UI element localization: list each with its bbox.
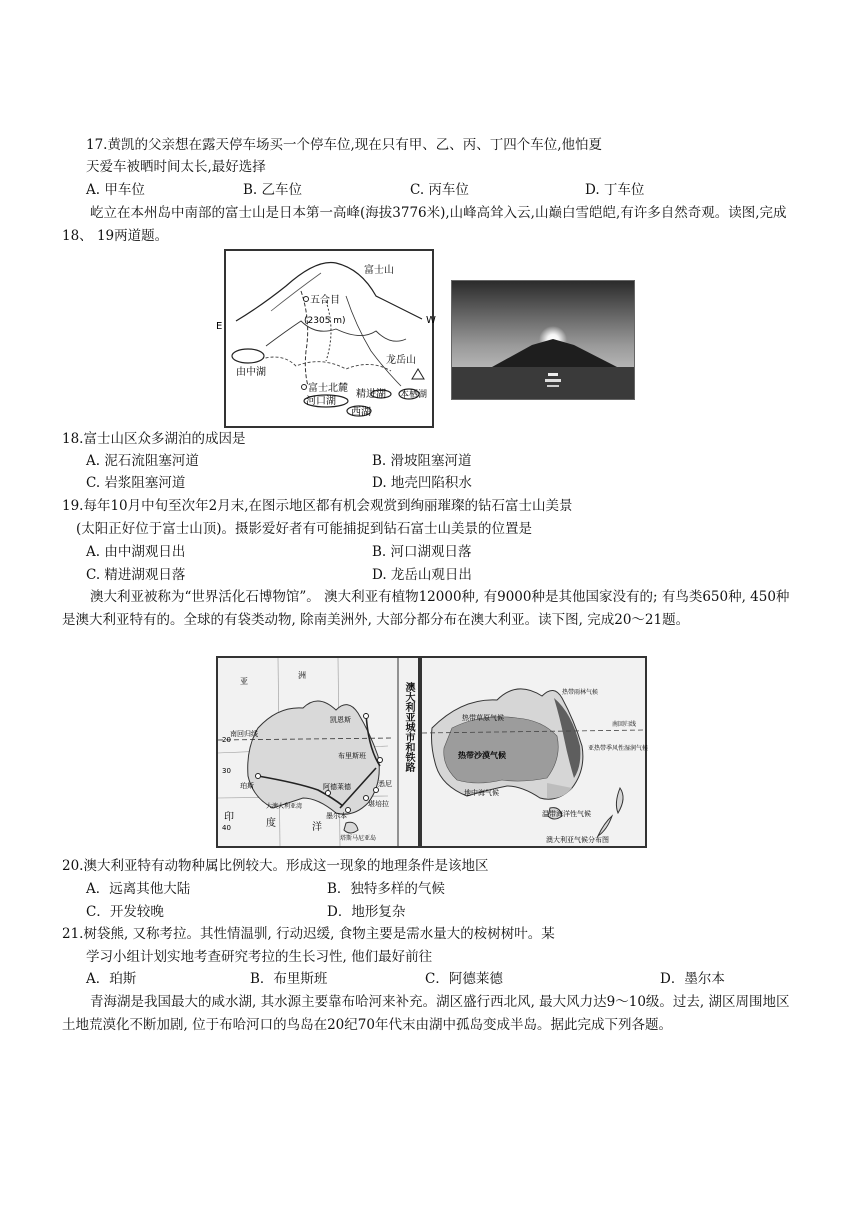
- q21-stem-line2: 学习小组计划实地考查研究考拉的生长习性, 他们最好前往: [86, 949, 433, 965]
- aus-city-map-tropic: 南回归线: [230, 730, 258, 738]
- aus-city-adelaide: 阿德莱德: [323, 783, 351, 791]
- q18-option-a: A. 泥石流阻塞河道: [86, 453, 199, 469]
- fuji-map-east: E: [216, 321, 223, 332]
- aus-city-map-tasmania: 塔斯马尼亚岛: [340, 835, 377, 842]
- q20-stem: 20.澳大利亚特有动物种属比例较大。形成这一现象的地理条件是该地区: [62, 858, 489, 874]
- aus-climate-mediterranean: 地中海气候: [464, 789, 499, 797]
- aus-city-map-side-title: 澳大利亚城市和铁路: [403, 682, 414, 772]
- fuji-map-fujibeilu: 富士北麓: [308, 383, 348, 394]
- q17-option-d: D. 丁车位: [585, 182, 645, 198]
- q18-option-d: D. 地壳凹陷积水: [372, 475, 472, 491]
- aus-climate-map-title: 澳大利亚气候分布图: [546, 836, 609, 844]
- q17-stem-line1: 17.黄凯的父亲想在露天停车场买一个停车位,现在只有甲、乙、丙、丁四个车位,他怕夏: [86, 137, 603, 153]
- aus-city-canberra: 堪培拉: [368, 800, 389, 808]
- fuji-map-lake-hekou: 河口湖: [306, 396, 336, 407]
- fuji-map-lake-xi: 西湖: [351, 407, 371, 418]
- aus-city-brisbane: 布里斯班: [338, 752, 366, 760]
- aus-climate-savanna: 热带草原气候: [462, 714, 504, 722]
- aus-climate-subtropical: 亚热带季风性湿润气候: [588, 745, 649, 752]
- aus-city-map-lat20: 20: [222, 736, 231, 744]
- fuji-photo: [451, 280, 635, 400]
- q19-option-d: D. 龙岳山观日出: [372, 567, 472, 583]
- q17-option-b: B. 乙车位: [243, 182, 303, 198]
- q21-option-d: D．墨尔本: [660, 971, 725, 987]
- aus-intro: 澳大利亚被称为“世界活化石博物馆”。 澳大利亚有植物12000种, 有9000种是其他国家没有的; 有鸟类650种, 450种是澳大利亚特有的。全球的有袋类动物, 除南美洲外, 大部分都分布在澳大利亚。读下图, 完成20～21题。: [62, 589, 790, 628]
- fuji-map-lake-benqi: 本栖湖: [400, 390, 428, 400]
- fuji-map-lake-jingjin: 精进湖: [356, 389, 386, 400]
- q19-option-c: C. 精进湖观日落: [86, 567, 186, 583]
- aus-climate-oceanic: 温带海洋性气候: [542, 810, 591, 818]
- fuji-map-west: W: [426, 315, 436, 326]
- aus-city-map-lat40: 40: [222, 824, 231, 832]
- q20-option-a: A．远离其他大陆: [86, 881, 191, 897]
- q20-option-d: D．地形复杂: [327, 904, 406, 920]
- aus-city-cairns: 凯恩斯: [330, 716, 351, 724]
- fuji-map-station-alt: (2305 m): [304, 316, 346, 326]
- q21-stem-line1: 21.树袋熊, 又称考拉。其性情温驯, 行动迟缓, 食物主要是需水量大的桉树树叶。某: [62, 926, 555, 942]
- q17-option-c: C. 丙车位: [410, 182, 469, 198]
- aus-city-map-zhou: 洲: [298, 671, 306, 680]
- fuji-map-lake-yuzhong: 由中湖: [236, 367, 266, 378]
- aus-city-sydney: 悉尼: [378, 780, 392, 788]
- aus-city-map-bight: 大澳大利亚湾: [266, 803, 303, 810]
- aus-city-perth: 珀斯: [240, 782, 254, 790]
- aus-city-map: [216, 656, 420, 848]
- fuji-map: [216, 249, 436, 428]
- q19-option-b: B. 河口湖观日落: [372, 544, 472, 560]
- q19-stem-line1: 19.每年10月中旬至次年2月末,在图示地区都有机会观赏到绚丽璀璨的钻石富士山美景: [62, 498, 573, 514]
- q18-option-c: C. 岩浆阻塞河道: [86, 475, 186, 491]
- q18-option-b: B. 滑坡阻塞河道: [372, 453, 472, 469]
- q19-option-a: A. 由中湖观日出: [86, 544, 186, 560]
- q21-option-c: C．阿德莱德: [425, 971, 503, 987]
- aus-city-melbourne: 墨尔本: [326, 812, 347, 820]
- q17-option-a: A. 甲车位: [86, 182, 145, 198]
- fuji-intro: 屹立在本州岛中南部的富士山是日本第一高峰(海拔3776米),山峰高耸入云,山巅白雪皑皑,有许多自然奇观。读图,完成18、 19两道题。: [62, 205, 787, 244]
- aus-city-map-lat30: 30: [222, 767, 231, 775]
- aus-city-map-ocean2: 度: [266, 818, 276, 829]
- aus-climate-map: [420, 656, 647, 848]
- q17-stem-line2: 天爱车被晒时间太长,最好选择: [86, 159, 266, 175]
- fuji-map-mountain2: 龙岳山: [386, 355, 416, 366]
- aus-climate-tropic: 南回归线: [612, 721, 637, 728]
- q19-stem-line2: (太阳正好位于富士山顶)。摄影爱好者有可能捕捉到钻石富士山美景的位置是: [76, 521, 533, 537]
- aus-climate-desert: 热带沙漠气候: [458, 751, 506, 760]
- q20-option-b: B．独特多样的气候: [327, 881, 445, 897]
- aus-city-map-asia: 亚: [240, 677, 248, 686]
- fuji-map-station: 五合目: [310, 295, 340, 306]
- aus-city-map-ocean1: 印: [224, 812, 234, 823]
- q21-option-a: A．珀斯: [86, 971, 137, 987]
- q20-option-c: C．开发较晚: [86, 904, 164, 920]
- q21-option-b: B．布里斯班: [250, 971, 328, 987]
- qinghai-intro: 青海湖是我国最大的咸水湖, 其水源主要靠布哈河来补充。湖区盛行西北风, 最大风力达9～10级。过去, 湖区周围地区土地荒漠化不断加剧, 位于布哈河口的鸟岛在20纪70年代末由湖中孤岛变成半岛。据此完成下列各题。: [62, 994, 790, 1033]
- aus-city-map-ocean3: 洋: [312, 822, 322, 833]
- aus-climate-rainforest: 热带雨林气候: [562, 689, 599, 696]
- q18-stem: 18.富士山区众多湖泊的成因是: [62, 431, 246, 447]
- fuji-map-title: 富士山: [364, 265, 394, 276]
